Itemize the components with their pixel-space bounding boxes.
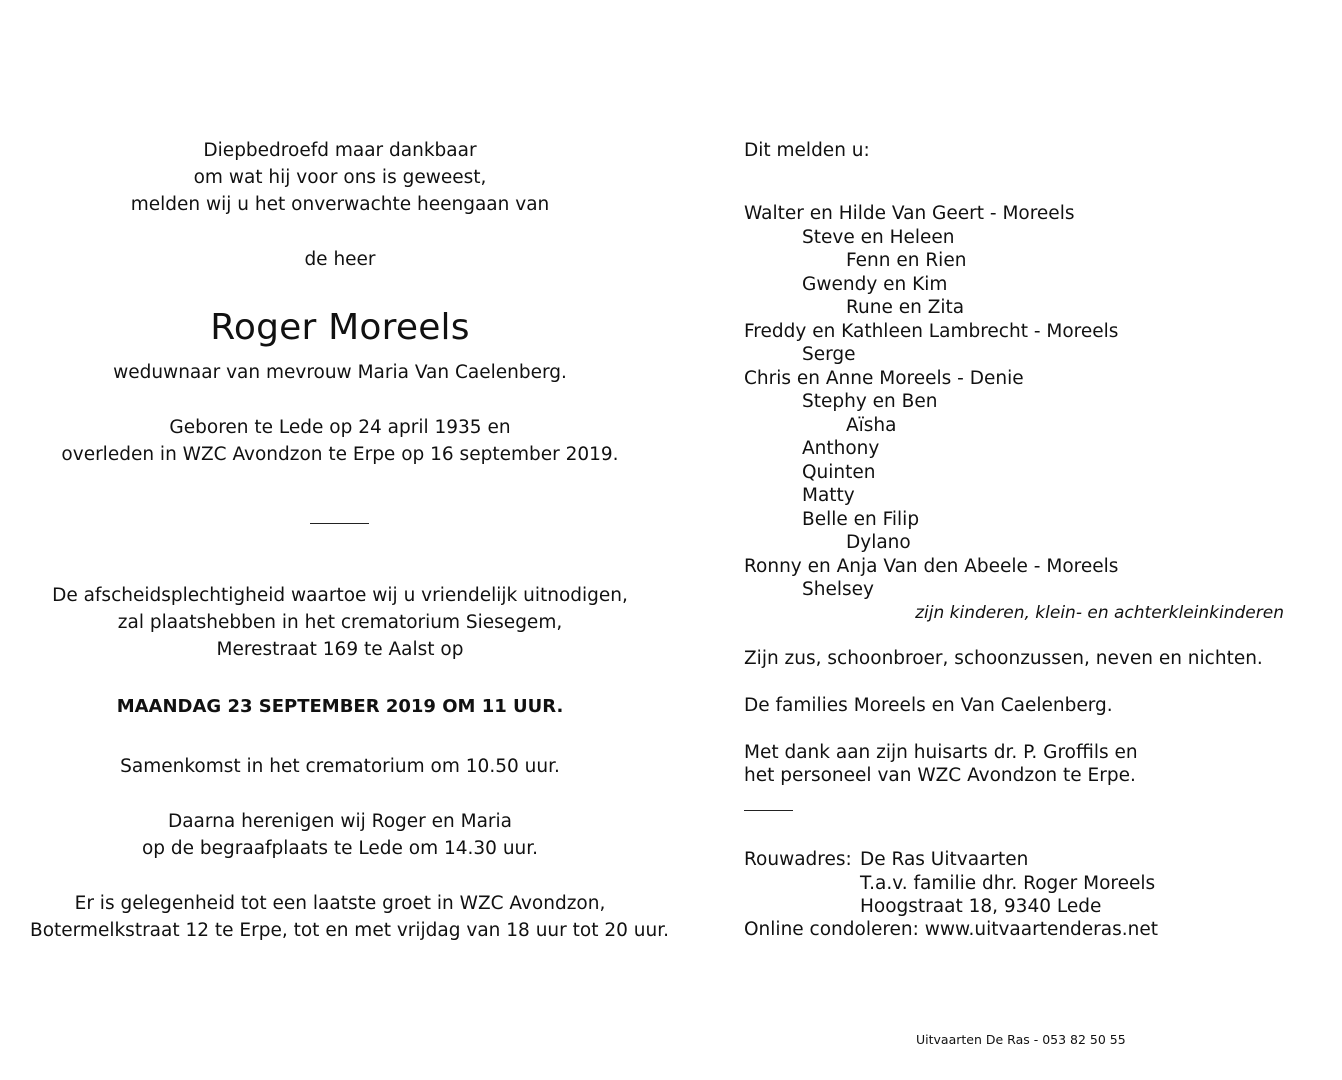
intro-line: om wat hij voor ons is geweest, xyxy=(193,167,487,188)
intro-line: Diepbedroefd maar dankbaar xyxy=(203,140,477,161)
thanks-line: Met dank aan zijn huisarts dr. P. Groffils en xyxy=(744,742,1138,763)
families-line: De families Moreels en Van Caelenberg. xyxy=(744,695,1113,716)
burial-line: op de begraafplaats te Lede om 14.30 uur. xyxy=(141,838,539,859)
family-member: Fenn en Rien xyxy=(846,250,967,271)
family-member: Stephy en Ben xyxy=(802,391,938,412)
family-member: Aïsha xyxy=(846,415,897,436)
divider xyxy=(744,810,793,811)
ceremony-line: De afscheidsplechtigheid waartoe wij u vriendelijk uitnodigen, xyxy=(52,585,628,606)
family-member: Anthony xyxy=(802,438,880,459)
family-member: Shelsey xyxy=(802,579,874,600)
divider xyxy=(310,523,369,524)
family-member: Chris en Anne Moreels - Denie xyxy=(744,368,1024,389)
family-member: Walter en Hilde Van Geert - Moreels xyxy=(744,203,1075,224)
widower-line: weduwnaar van mevrouw Maria Van Caelenberg. xyxy=(113,362,567,383)
family-member: Serge xyxy=(802,344,856,365)
ceremony-date: MAANDAG 23 SEPTEMBER 2019 OM 11 UUR. xyxy=(116,696,564,717)
family-member: Ronny en Anja Van den Abeele - Moreels xyxy=(744,556,1119,577)
family-caption: zijn kinderen, klein- en achterkleinkinderen xyxy=(915,603,1284,623)
family-member: Matty xyxy=(802,485,855,506)
birth-line: Geboren te Lede op 24 april 1935 en xyxy=(169,417,511,438)
burial-line: Daarna herenigen wij Roger en Maria xyxy=(167,811,513,832)
announce-line: Dit melden u: xyxy=(744,140,870,161)
address-label: Rouwadres: xyxy=(744,849,852,870)
family-member: Belle en Filip xyxy=(802,509,920,530)
death-line: overleden in WZC Avondzon te Erpe op 16 september 2019. xyxy=(61,444,619,465)
intro-line: melden wij u het onverwachte heengaan van xyxy=(130,194,550,215)
family-member: Rune en Zita xyxy=(846,297,965,318)
online-condolence: Online condoleren: www.uitvaartenderas.net xyxy=(744,919,1159,940)
family-member: Steve en Heleen xyxy=(802,227,955,248)
honorific: de heer xyxy=(304,249,376,270)
siblings-line: Zijn zus, schoonbroer, schoonzussen, neven en nichten. xyxy=(744,648,1263,669)
family-member: Dylano xyxy=(846,532,911,553)
family-member: Quinten xyxy=(802,462,876,483)
thanks-line: het personeel van WZC Avondzon te Erpe. xyxy=(744,765,1136,786)
family-member: Freddy en Kathleen Lambrecht - Moreels xyxy=(744,321,1119,342)
footer-contact: Uitvaarten De Ras - 053 82 50 55 xyxy=(916,1032,1126,1047)
gathering-line: Samenkomst in het crematorium om 10.50 uur. xyxy=(120,756,560,777)
deceased-name: Roger Moreels xyxy=(210,307,470,348)
address-line: De Ras Uitvaarten xyxy=(860,849,1029,870)
address-line: T.a.v. familie dhr. Roger Moreels xyxy=(860,873,1156,894)
address-line: Hoogstraat 18, 9340 Lede xyxy=(860,896,1102,917)
ceremony-line: zal plaatshebben in het crematorium Siesegem, xyxy=(117,612,563,633)
farewell-line: Botermelkstraat 12 te Erpe, tot en met vrijdag van 18 uur tot 20 uur. xyxy=(30,920,669,941)
ceremony-line: Merestraat 169 te Aalst op xyxy=(216,639,464,660)
farewell-line: Er is gelegenheid tot een laatste groet in WZC Avondzon, xyxy=(74,893,606,914)
family-member: Gwendy en Kim xyxy=(802,274,948,295)
